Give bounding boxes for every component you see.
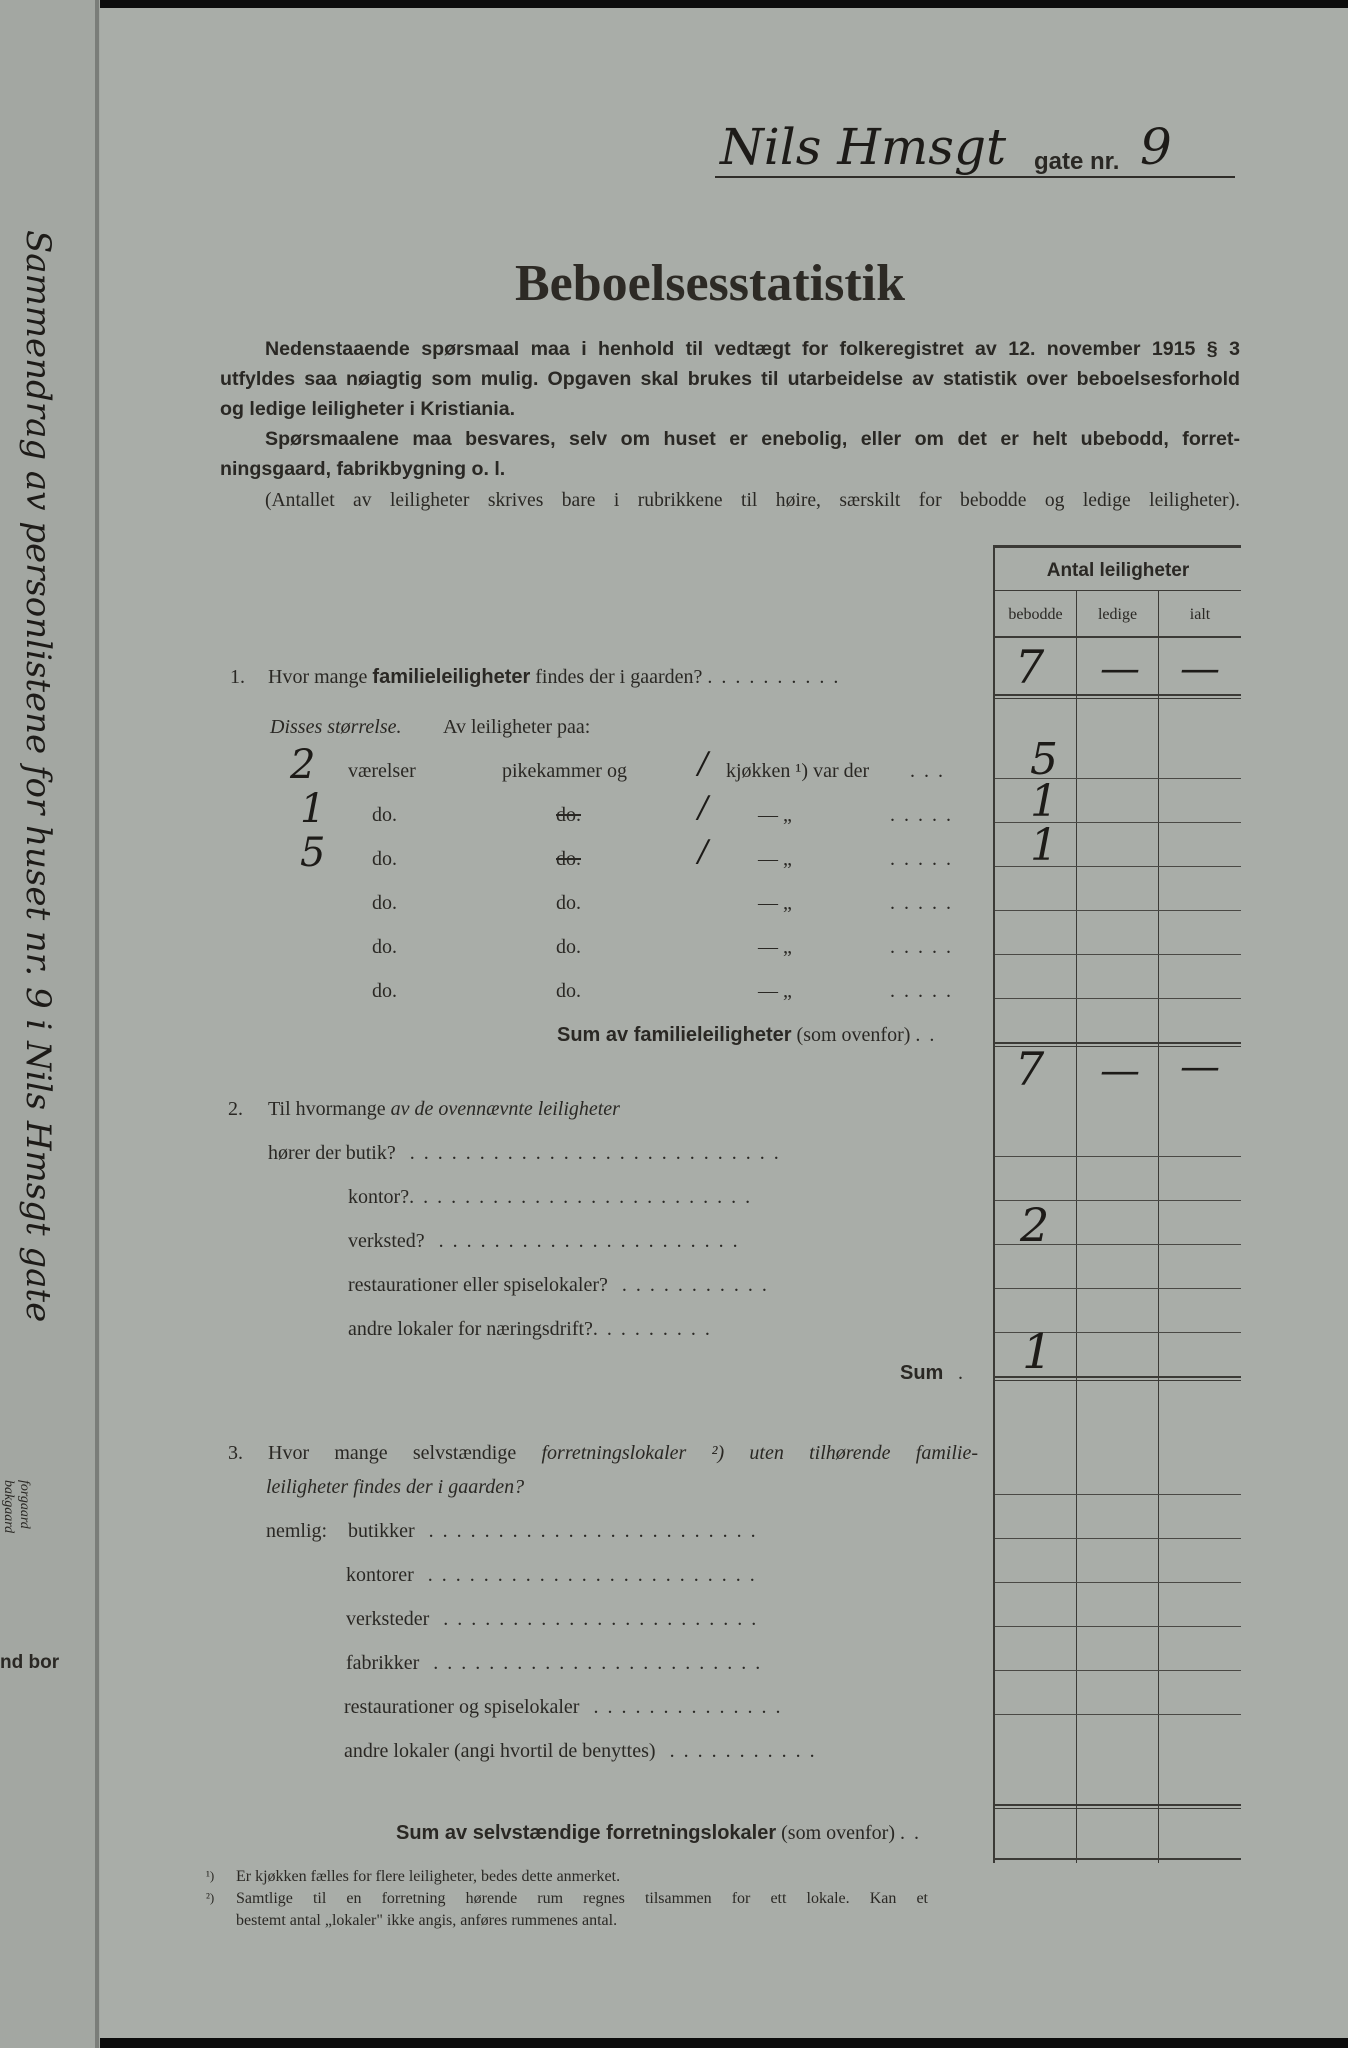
q1-sizes-label: Disses størrelse. — [270, 716, 402, 738]
q2-sum-label: Sum — [900, 1362, 944, 1384]
q3-l1-pre: Hvor mange selvstændige — [268, 1442, 517, 1464]
q1-ledige-value: — — [1100, 646, 1140, 692]
size-row-6-a: do. — [372, 980, 397, 1002]
q3-item-restaurationer: restaurationer og spiselokaler .............. — [344, 1696, 790, 1718]
q2-number: 2. — [228, 1098, 243, 1120]
size-row-5-c: — „ — [758, 936, 792, 958]
size-row-3-rooms: 5 — [300, 830, 326, 876]
q3-sum-bold: Sum av selvstændige forretningslokaler — [396, 1822, 777, 1844]
size-row-2-c: — „ — [758, 804, 792, 826]
q1-number: 1. — [230, 666, 245, 688]
margin-vertical-handwriting: Sammendrag av personlistene for huset nr. 9 i Nils Hmsgt gate — [18, 230, 58, 1323]
q1-sum-line: Sum av familieleiligheter (som ovenfor) .. — [557, 1024, 944, 1046]
q3-question-line-1 — [268, 1442, 978, 1465]
footnote-2a: Samtlige til en forretning hørende rum regnes tilsammen for ett lokale. Kan et — [236, 1890, 928, 1907]
street-name-handwritten: Nils Hmsgt — [720, 118, 1007, 176]
size-row-4-b: do. — [556, 892, 581, 914]
size-row-4-c: — „ — [758, 892, 792, 914]
intro-line-4: Spørsmaalene maa besvares, selv om huset er enebolig, eller om det er helt ubebodd, forret- — [265, 428, 1240, 450]
footnote-2-mark: ²) — [206, 1890, 215, 1905]
size-row-5-b: do. — [556, 936, 581, 958]
footnote-1-mark: ¹) — [206, 1868, 215, 1883]
size-row-2-a: do. — [372, 804, 397, 826]
page-title: Beboelsesstatistik — [515, 255, 905, 312]
q1-sum-ialt: — — [1180, 1044, 1220, 1090]
street-number-handwritten: 9 — [1140, 118, 1172, 176]
size-row-3-c: — „ — [758, 848, 792, 870]
size-row-2-value: 1 — [1030, 776, 1058, 827]
q2-item-restaurationer: restaurationer eller spiselokaler? ........... — [348, 1274, 776, 1296]
q2-italic: av de ovennævnte leiligheter — [390, 1098, 620, 1120]
size-row-4-a: do. — [372, 892, 397, 914]
margin-bakgaard: bakgaard — [1, 1480, 16, 1534]
q2-item-verksted: verksted? ...................... — [348, 1230, 747, 1252]
size-row-3-value: 1 — [1030, 820, 1058, 871]
intro-line-2: utfyldes saa nøiagtig som mulig. Opgaven skal brukes til utarbeidelse av statistik over beboelsesforhold — [220, 368, 1240, 390]
size-row-1-rooms: 2 — [290, 742, 316, 788]
q1-question: Hvor mange familieleiligheter findes der i gaarden? .......... — [268, 666, 848, 688]
q3-item-kontorer: kontorer ........................ — [346, 1564, 764, 1586]
size-row-1-b: pikekammer og — [502, 760, 627, 782]
q3-number: 3. — [228, 1442, 243, 1464]
q3-item-verksteder: verksteder ....................... — [346, 1608, 766, 1630]
q3-item-fabrikker: fabrikker ........................ — [346, 1652, 770, 1674]
q2-item-kontor: kontor?......................... — [348, 1186, 760, 1208]
intro-line-6: (Antallet av leiligheter skrives bare i rubrikkene til høire, særskilt for bebodde og ledige leiligheter). — [265, 490, 1240, 511]
q2-question — [268, 1098, 620, 1121]
q1-sum-bebodde: 7 — [1015, 1042, 1045, 1096]
size-row-2-b: do. — [556, 804, 581, 826]
q3-l1-italic: forretningslokaler ²) uten tilhørende familie- — [541, 1442, 979, 1464]
footnote-1: Er kjøkken fælles for flere leiligheter, bedes dette anmerket. — [236, 1868, 621, 1885]
size-row-1-value: 5 — [1030, 734, 1058, 785]
q3-item-andre: andre lokaler (angi hvortil de benyttes) ........... — [344, 1740, 824, 1762]
q1-sizes-text: Av leiligheter paa: — [443, 716, 591, 738]
size-row-2-mark: / — [698, 790, 709, 825]
size-row-5-a: do. — [372, 936, 397, 958]
table-title: Antal leiligheter — [1046, 560, 1190, 581]
size-row-3-b: do. — [556, 848, 581, 870]
q3-item-butikker: butikker ........................ — [348, 1520, 765, 1542]
size-row-2-rooms: 1 — [300, 786, 326, 832]
col-bebodde: bebodde — [1008, 606, 1063, 623]
size-row-1-mark: / — [698, 746, 709, 781]
size-row-6-c: — „ — [758, 980, 792, 1002]
q3-question-line-2: leiligheter findes der i gaarden? — [266, 1476, 525, 1498]
size-row-1-c: kjøkken ¹) var der — [726, 760, 870, 782]
gate-nr-label: gate nr. — [1034, 148, 1120, 175]
q2-sum-value: 1 — [1022, 1324, 1053, 1380]
q1-sum-ledige: — — [1100, 1048, 1140, 1094]
q1-sum-rest: (som ovenfor) — [796, 1024, 911, 1046]
size-row-3-mark: / — [698, 834, 709, 869]
size-row-6-b: do. — [556, 980, 581, 1002]
q1-ialt-value: — — [1180, 646, 1220, 692]
q1-sum-bold: Sum av familieleiligheter — [557, 1024, 792, 1046]
size-row-3-a: do. — [372, 848, 397, 870]
intro-line-3: og ledige leiligheter i Kristiania. — [220, 398, 516, 420]
q2-item-andre: andre lokaler for næringsdrift?......... — [348, 1318, 719, 1340]
intro-line-1: Nedenstaaende spørsmaal maa i henhold til vedtægt for folkeregistret av 12. november 1915 § 3 — [265, 338, 1240, 360]
q2-pre: Til hvormange — [268, 1098, 386, 1120]
margin-forgaard: forgaard — [17, 1480, 32, 1529]
q2-item-butik: hører der butik? ........................... — [268, 1142, 788, 1164]
q1-bebodde-value: 7 — [1015, 640, 1045, 694]
q3-sum-rest: (som ovenfor) — [781, 1822, 895, 1844]
footnote-2b: bestemt antal „lokaler" ikke angis, anføres rummenes antal. — [236, 1912, 618, 1929]
street-underline — [715, 176, 1235, 178]
size-row-1-a: værelser — [348, 760, 416, 782]
q1-post: findes der i gaarden? — [535, 666, 703, 688]
intro-line-5: ningsgaard, fabrikbygning o. l. — [220, 458, 506, 480]
q3-nemlig: nemlig: — [266, 1520, 328, 1542]
col-ledige: ledige — [1097, 606, 1138, 623]
q1-bold: familieleiligheter — [372, 666, 531, 688]
q3-sum-line: Sum av selvstændige forretningslokaler (som ovenfor) .. — [396, 1822, 928, 1844]
q1-pre: Hvor mange — [268, 666, 368, 688]
col-ialt: ialt — [1189, 606, 1211, 623]
margin-fragment: nd bor — [0, 1652, 60, 1673]
q2-verksted-value: 2 — [1020, 1198, 1050, 1252]
